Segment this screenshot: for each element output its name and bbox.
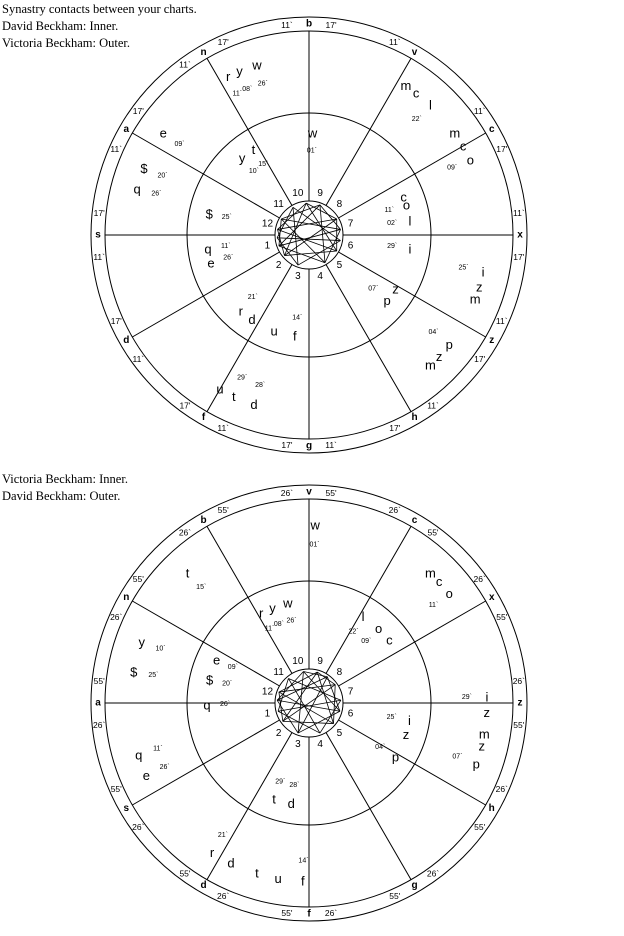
cusp-degree: 11` bbox=[495, 315, 508, 326]
inner-planet-glyph: $ bbox=[205, 672, 214, 688]
cusp-degree: 11` bbox=[427, 400, 439, 411]
cusp-minute: 55' bbox=[389, 890, 401, 901]
house-number: 7 bbox=[347, 218, 354, 230]
inner-planet-degree: 09` bbox=[361, 638, 372, 646]
outer-planet-glyph: m bbox=[469, 291, 481, 307]
cusp-minute: 17' bbox=[513, 252, 525, 263]
chart-wheel bbox=[91, 485, 527, 921]
outer-planet-glyph: r bbox=[209, 844, 215, 860]
house-number: 6 bbox=[347, 240, 354, 252]
house-number: 3 bbox=[295, 739, 301, 751]
house-number: 8 bbox=[336, 667, 343, 679]
outer-planet-degree: 09` bbox=[447, 164, 458, 172]
inner-planet-degree: 25` bbox=[386, 714, 397, 722]
outer-planet-degree: 28` bbox=[255, 381, 266, 389]
inner-planet-glyph: e bbox=[212, 652, 221, 668]
inner-planet-glyph: r bbox=[258, 605, 264, 621]
outer-planet-glyph: d bbox=[250, 396, 258, 412]
house-number: 4 bbox=[317, 739, 323, 751]
outer-planet-degree: 22` bbox=[411, 115, 422, 123]
cusp-sign-glyph: a bbox=[95, 697, 101, 709]
inner-planet-degree: 08` bbox=[273, 621, 284, 629]
cusp-degree: 11` bbox=[325, 439, 337, 450]
cusp-minute: 55' bbox=[93, 675, 105, 686]
header-line: Victoria Beckham: Outer. bbox=[2, 36, 131, 50]
cusp-degree: 26` bbox=[93, 720, 106, 731]
cusp-sign-glyph: b bbox=[305, 18, 313, 30]
outer-planet-glyph: m bbox=[424, 357, 436, 373]
cusp-degree: 26` bbox=[473, 573, 486, 584]
house-number: 7 bbox=[347, 686, 354, 698]
inner-planet-glyph: y bbox=[238, 150, 246, 166]
house-number: 11 bbox=[273, 199, 284, 211]
cusp-minute: 55' bbox=[427, 527, 439, 538]
outer-planet-glyph: c bbox=[412, 85, 420, 101]
cusp-sign-glyph: z bbox=[489, 335, 495, 346]
outer-planet-degree: 25` bbox=[458, 264, 469, 272]
house-number: 5 bbox=[336, 727, 343, 739]
outer-planet-glyph: m bbox=[478, 726, 490, 742]
cusp-degree: 26` bbox=[132, 822, 145, 833]
outer-planet-glyph: o bbox=[445, 585, 453, 601]
cusp-sign-glyph: b bbox=[200, 514, 207, 526]
cusp-degree: 11` bbox=[93, 252, 105, 263]
aspect-line bbox=[306, 203, 337, 219]
outer-planet-degree: 26` bbox=[257, 80, 268, 88]
outer-planet-glyph: t bbox=[231, 388, 236, 404]
cusp-sign-glyph: s bbox=[123, 803, 130, 814]
outer-planet-glyph: w bbox=[310, 517, 320, 533]
outer-planet-degree: 29` bbox=[461, 693, 472, 701]
house-number: 5 bbox=[336, 259, 343, 271]
inner-planet-glyph: l bbox=[361, 608, 365, 624]
outer-planet-glyph: u bbox=[274, 870, 282, 886]
outer-planet-glyph: i bbox=[481, 264, 485, 280]
house-number: 8 bbox=[336, 199, 343, 211]
outer-planet-degree: 04` bbox=[428, 328, 439, 336]
cusp-sign-glyph: h bbox=[411, 412, 418, 424]
outer-planet-glyph: i bbox=[485, 689, 489, 705]
cusp-minute: 17' bbox=[389, 422, 401, 433]
inner-planet-degree: 26` bbox=[223, 254, 234, 262]
header-line: Victoria Beckham: Inner. bbox=[2, 472, 128, 486]
cusp-minute: 17' bbox=[93, 207, 105, 218]
aspect-line bbox=[325, 229, 341, 262]
cusp-minute: 17' bbox=[474, 354, 486, 365]
outer-planet-glyph: $ bbox=[140, 160, 148, 176]
cusp-degree: 26` bbox=[324, 907, 338, 918]
inner-planet-glyph: y bbox=[269, 600, 276, 616]
cusp-sign-glyph: s bbox=[95, 229, 101, 241]
cusp-minute: 55' bbox=[217, 505, 229, 516]
outer-planet-degree: 14` bbox=[298, 857, 309, 865]
aspect-line bbox=[288, 678, 340, 700]
cusp-minute: 55' bbox=[179, 868, 191, 879]
cusp-sign-glyph: x bbox=[517, 229, 523, 241]
inner-planet-glyph: q bbox=[203, 697, 211, 713]
cusp-minute: 17' bbox=[281, 439, 293, 450]
inner-planet-glyph: r bbox=[238, 303, 243, 319]
outer-planet-glyph: c bbox=[435, 574, 443, 590]
house-number: 6 bbox=[347, 708, 354, 720]
outer-planet-degree: 08` bbox=[242, 86, 253, 94]
house-number: 4 bbox=[317, 271, 323, 283]
cusp-degree: 26` bbox=[178, 527, 192, 538]
cusp-degree: 26` bbox=[217, 890, 230, 901]
cusp-sign-glyph: g bbox=[305, 440, 313, 452]
house-number: 9 bbox=[317, 187, 323, 199]
inner-planet-degree: 10` bbox=[248, 168, 259, 176]
cusp-sign-glyph: n bbox=[200, 46, 207, 58]
house-number: 2 bbox=[275, 727, 282, 739]
outer-planet-glyph: o bbox=[466, 152, 474, 168]
cusp-degree: 11` bbox=[513, 207, 525, 218]
cusp-degree: 11` bbox=[388, 37, 401, 48]
inner-planet-glyph: w bbox=[307, 125, 318, 141]
outer-planet-degree: 25` bbox=[148, 672, 159, 680]
inner-planet-degree: 11` bbox=[264, 625, 275, 633]
inner-planet-glyph: q bbox=[204, 241, 212, 257]
outer-planet-glyph: q bbox=[135, 747, 143, 763]
house-number: 10 bbox=[292, 655, 304, 667]
house-number: 3 bbox=[295, 271, 301, 283]
house-number: 10 bbox=[292, 187, 304, 199]
cusp-sign-glyph: v bbox=[306, 486, 312, 498]
outer-planet-degree: 07` bbox=[452, 753, 463, 761]
outer-planet-degree: 11` bbox=[153, 745, 163, 753]
house-number: 1 bbox=[264, 708, 271, 720]
inner-planet-degree: 21` bbox=[247, 293, 258, 301]
inner-planet-glyph: t bbox=[251, 141, 256, 157]
aspect-line bbox=[327, 677, 340, 711]
cusp-minute: 17' bbox=[132, 105, 144, 116]
cusp-minute: 55' bbox=[496, 612, 508, 623]
cusp-degree: 26` bbox=[512, 675, 525, 686]
cusp-minute: 17' bbox=[325, 20, 337, 31]
cusp-sign-glyph: z bbox=[517, 697, 523, 709]
header-line: Synastry contacts between your charts. bbox=[2, 2, 197, 16]
cusp-minute: 55' bbox=[513, 720, 525, 731]
outer-planet-glyph: z bbox=[475, 279, 483, 295]
inner-planet-degree: 25` bbox=[221, 214, 232, 222]
inner-planet-degree: 26` bbox=[286, 617, 297, 625]
cusp-sign-glyph: x bbox=[488, 592, 495, 603]
inner-planet-degree: 07` bbox=[368, 285, 379, 293]
outer-planet-glyph: e bbox=[159, 125, 167, 141]
cusp-sign-glyph: a bbox=[123, 124, 130, 135]
inner-planet-glyph: u bbox=[270, 323, 278, 339]
cusp-sign-glyph: g bbox=[411, 880, 418, 892]
cusp-sign-glyph: d bbox=[123, 335, 130, 346]
inner-planet-degree: 29` bbox=[275, 778, 286, 786]
header-line: David Beckham: Inner. bbox=[2, 19, 119, 33]
inner-planet-glyph: o bbox=[402, 197, 411, 213]
cusp-degree: 26` bbox=[495, 783, 508, 794]
cusp-sign-glyph: v bbox=[411, 46, 418, 58]
inner-planet-degree: 11` bbox=[384, 206, 395, 214]
outer-planet-degree: 26` bbox=[159, 763, 170, 771]
inner-planet-glyph: $ bbox=[205, 206, 213, 222]
inner-planet-glyph: p bbox=[383, 293, 391, 309]
cusp-degree: 26` bbox=[388, 505, 401, 516]
inner-planet-degree: 22` bbox=[348, 628, 359, 636]
header-line: David Beckham: Outer. bbox=[2, 489, 121, 503]
inner-planet-glyph: z bbox=[392, 281, 399, 297]
house-number: 9 bbox=[317, 655, 323, 667]
outer-planet-glyph: q bbox=[133, 181, 141, 197]
cusp-degree: 11` bbox=[110, 144, 123, 155]
cusp-sign-glyph: h bbox=[488, 803, 495, 814]
outer-planet-glyph: c bbox=[459, 138, 467, 154]
cusp-degree: 11` bbox=[132, 354, 145, 365]
cusp-degree: 11` bbox=[217, 422, 230, 433]
outer-planet-glyph: t bbox=[185, 565, 190, 581]
outer-planet-glyph: m bbox=[424, 565, 436, 581]
outer-planet-glyph: p bbox=[472, 756, 480, 772]
house-number: 11 bbox=[273, 667, 284, 679]
cusp-sign-glyph: f bbox=[307, 908, 311, 920]
outer-planet-glyph: z bbox=[435, 348, 443, 364]
inner-planet-glyph: d bbox=[248, 312, 256, 328]
outer-planet-glyph: p bbox=[445, 337, 453, 353]
outer-planet-degree: 10` bbox=[155, 645, 166, 653]
cusp-degree: 26` bbox=[280, 488, 294, 499]
outer-planet-degree: 01` bbox=[309, 541, 320, 549]
outer-planet-degree: 09` bbox=[174, 140, 185, 148]
inner-planet-glyph: p bbox=[391, 749, 400, 765]
inner-planet-degree: 02` bbox=[387, 219, 398, 227]
outer-planet-glyph: y bbox=[138, 634, 145, 650]
inner-planet-glyph: e bbox=[207, 255, 215, 271]
inner-planet-degree: 26` bbox=[219, 700, 231, 708]
inner-planet-glyph: o bbox=[374, 620, 383, 636]
outer-planet-degree: 15` bbox=[196, 583, 207, 591]
inner-planet-degree: 28` bbox=[289, 782, 300, 790]
outer-planet-degree: 11` bbox=[232, 90, 243, 98]
inner-planet-glyph: d bbox=[287, 795, 295, 811]
cusp-degree: 26` bbox=[426, 868, 440, 879]
outer-planet-degree: 21` bbox=[217, 832, 229, 840]
outer-planet-degree: 29` bbox=[237, 374, 248, 382]
inner-planet-glyph: c bbox=[400, 189, 407, 205]
cusp-sign-glyph: n bbox=[123, 592, 130, 603]
inner-planet-glyph: i bbox=[408, 241, 412, 257]
inner-planet-glyph: i bbox=[408, 713, 411, 729]
outer-planet-degree: 20` bbox=[157, 172, 168, 180]
cusp-minute: 55' bbox=[474, 822, 486, 833]
outer-planet-glyph: l bbox=[428, 97, 432, 113]
outer-planet-glyph: t bbox=[255, 865, 259, 881]
inner-planet-glyph: l bbox=[408, 213, 412, 229]
inner-planet-glyph: w bbox=[283, 595, 293, 611]
outer-planet-glyph: e bbox=[142, 767, 151, 783]
cusp-minute: 55' bbox=[110, 783, 122, 794]
outer-planet-glyph: w bbox=[252, 57, 262, 73]
cusp-degree: 26` bbox=[110, 612, 123, 623]
outer-planet-glyph: u bbox=[216, 381, 224, 397]
cusp-sign-glyph: d bbox=[200, 880, 207, 892]
outer-planet-glyph: m bbox=[449, 125, 461, 141]
inner-planet-glyph: c bbox=[386, 632, 393, 648]
house-number: 12 bbox=[261, 218, 274, 230]
cusp-minute: 17' bbox=[217, 37, 229, 48]
outer-planet-glyph: d bbox=[227, 855, 235, 871]
inner-planet-degree: 29` bbox=[387, 243, 398, 251]
inner-planet-glyph: t bbox=[272, 791, 276, 807]
outer-planet-degree: 11` bbox=[428, 602, 439, 610]
cusp-minute: 55' bbox=[281, 907, 293, 918]
inner-planet-glyph: f bbox=[292, 328, 297, 344]
house-number: 12 bbox=[261, 686, 274, 698]
outer-planet-degree: 26` bbox=[151, 190, 162, 198]
outer-planet-glyph: r bbox=[226, 68, 231, 84]
inner-planet-glyph: z bbox=[402, 727, 410, 743]
cusp-minute: 17' bbox=[110, 315, 122, 326]
cusp-minute: 17' bbox=[496, 144, 508, 155]
cusp-degree: 11` bbox=[281, 20, 293, 31]
outer-planet-glyph: $ bbox=[130, 664, 138, 680]
cusp-degree: 11` bbox=[473, 105, 486, 116]
inner-planet-degree: 20` bbox=[222, 680, 233, 688]
inner-planet-degree: 14` bbox=[292, 314, 303, 322]
cusp-minute: 55' bbox=[132, 573, 144, 584]
cusp-minute: 55' bbox=[325, 488, 337, 499]
cusp-sign-glyph: c bbox=[488, 124, 495, 135]
cusp-sign-glyph: f bbox=[201, 412, 206, 424]
outer-planet-glyph: z bbox=[478, 738, 485, 754]
outer-planet-glyph: m bbox=[400, 78, 412, 94]
house-number: 1 bbox=[264, 240, 271, 252]
cusp-degree: 11` bbox=[179, 59, 191, 70]
inner-planet-degree: 04` bbox=[375, 744, 386, 752]
inner-planet-degree: 09` bbox=[227, 664, 238, 672]
inner-planet-degree: 11` bbox=[221, 243, 231, 251]
chart-wheel bbox=[91, 17, 527, 453]
cusp-minute: 17' bbox=[179, 400, 191, 411]
outer-planet-glyph: z bbox=[483, 704, 491, 720]
inner-planet-degree: 01` bbox=[306, 147, 317, 155]
outer-planet-glyph: y bbox=[236, 63, 243, 79]
outer-planet-glyph: f bbox=[300, 873, 305, 889]
cusp-sign-glyph: c bbox=[411, 514, 418, 526]
inner-planet-degree: 15` bbox=[258, 161, 269, 169]
house-number: 2 bbox=[275, 259, 282, 271]
